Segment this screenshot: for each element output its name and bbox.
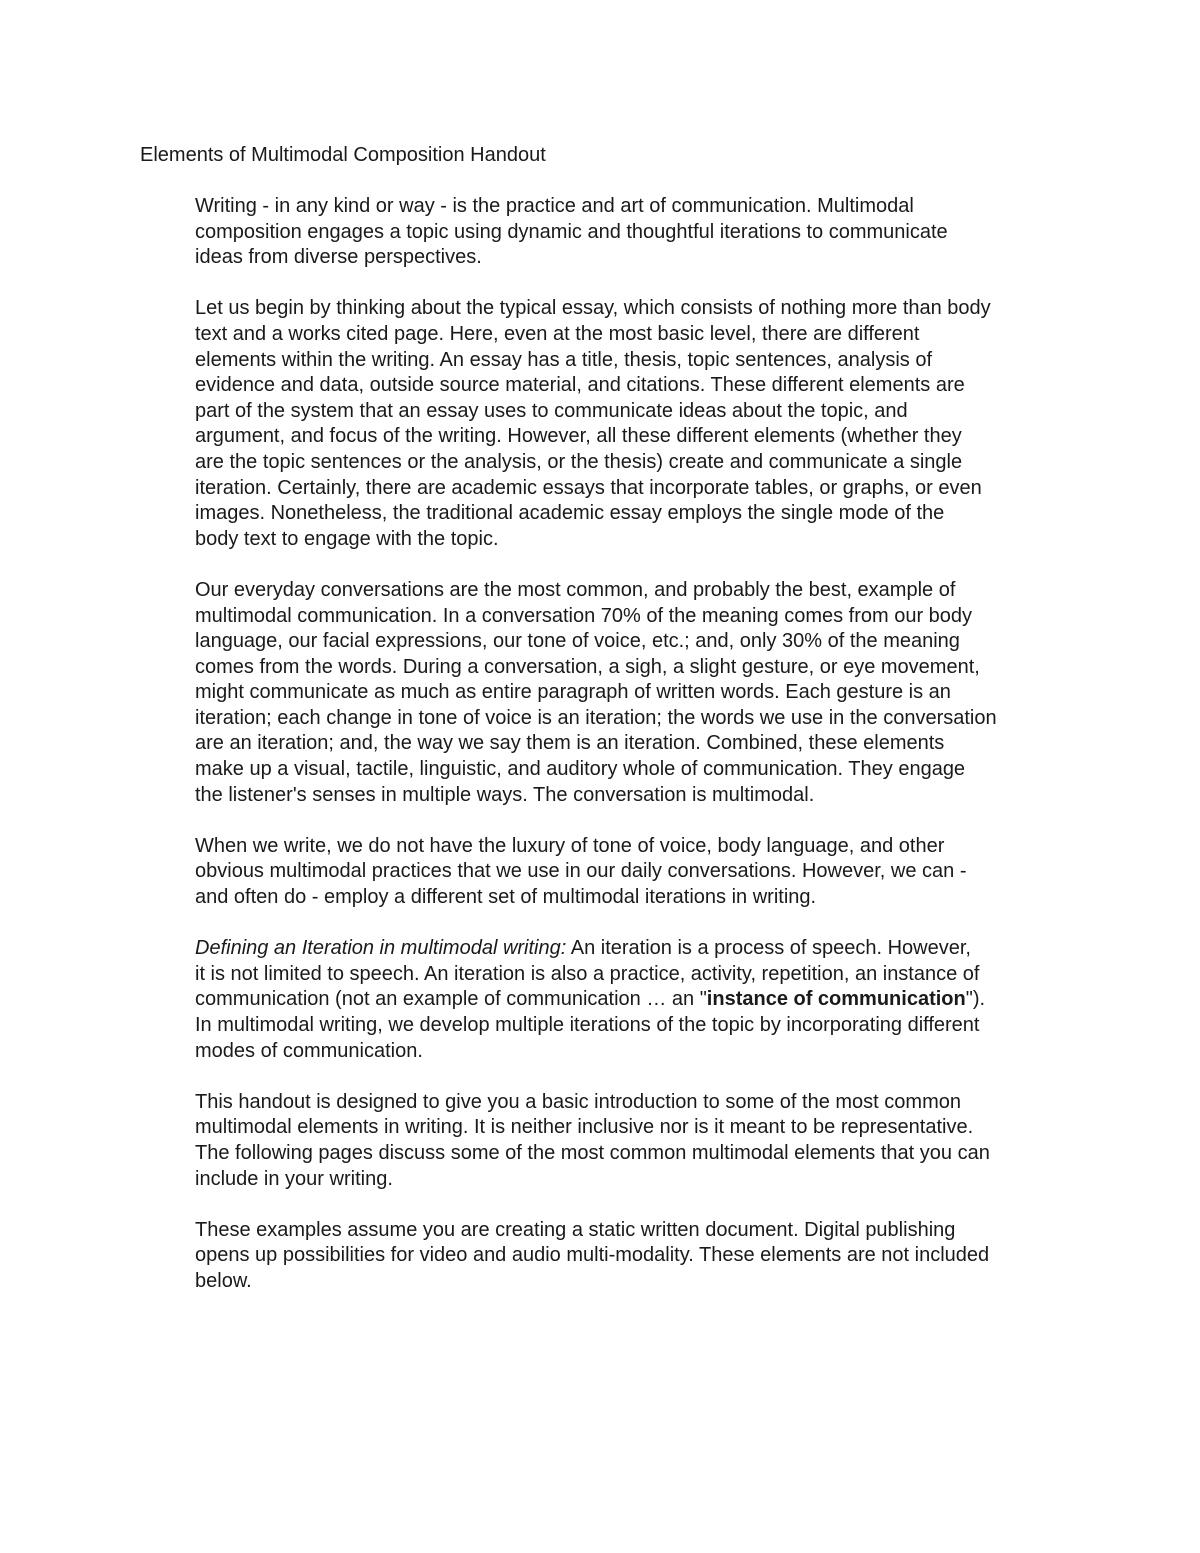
text-line: When we write, we do not have the luxury of tone of voice, body language, and other <box>195 834 945 857</box>
text-line: body text to engage with the topic. <box>195 527 499 550</box>
text-line: argument, and focus of the writing. However, all these different elements (whether they <box>195 425 962 448</box>
text-line: ideas from diverse perspectives. <box>195 246 482 269</box>
text-line: evidence and data, outside source material, and citations. These different elements are <box>195 374 965 397</box>
text-line: and often do - employ a different set of multimodal iterations in writing. <box>195 886 817 909</box>
text-line: modes of communication. <box>195 1039 423 1062</box>
paragraph-typical-essay <box>195 296 1065 552</box>
text-line: are an iteration; and, the way we say them is an iteration. Combined, these elements <box>195 732 945 755</box>
text-line: Writing - in any kind or way - is the practice and art of communication. Multimodal <box>195 195 914 217</box>
text-line: composition engages a topic using dynamic and thoughtful iterations to communicate <box>195 220 948 243</box>
text-line: are the topic sentences or the analysis, or the thesis) create and communicate a single <box>195 450 963 473</box>
text-run: communication (not an example of communication … an " <box>195 988 707 1011</box>
text-line: multimodal elements in writing. It is neither inclusive nor is it meant to be representative. <box>195 1116 974 1139</box>
paragraph-when-we-write <box>195 834 1065 911</box>
text-line: Our everyday conversations are the most common, and probably the best, example of <box>195 578 956 601</box>
paragraph-conversations <box>195 578 1065 808</box>
document-title: Elements of Multimodal Composition Handout <box>140 144 546 166</box>
text-line: comes from the words. During a conversation, a sigh, a slight gesture, or eye movement, <box>195 655 980 678</box>
text-line: it is not limited to speech. An iteration is also a practice, activity, repetition, an instance of <box>195 962 980 985</box>
text-line: In multimodal writing, we develop multiple iterations of the topic by incorporating different <box>195 1014 980 1036</box>
text-line: The following pages discuss some of the most common multimodal elements that you can <box>195 1141 990 1164</box>
text-line: iteration. Certainly, there are academic essays that incorporate tables, or graphs, or even <box>195 476 982 499</box>
text-line: the listener's senses in multiple ways. The conversation is multimodal. <box>195 783 815 806</box>
text-line: iteration; each change in tone of voice is an iteration; the words we use in the conversation <box>195 706 997 729</box>
defined-term: Defining an Iteration in multimodal writing: <box>195 937 567 960</box>
paragraph-defining-iteration <box>195 936 1065 1064</box>
document-body <box>195 194 1065 1320</box>
text-line: language, our facial expressions, our tone of voice, etc.; and, only 30% of the meaning <box>195 630 960 653</box>
text-run: "). <box>965 988 986 1011</box>
text-line: make up a visual, tactile, linguistic, and auditory whole of communication. They engage <box>195 758 966 781</box>
text-line: include in your writing. <box>195 1167 393 1190</box>
text-line: part of the system that an essay uses to communicate ideas about the topic, and <box>195 399 908 422</box>
paragraph-static-document <box>195 1218 1065 1295</box>
text-line: obvious multimodal practices that we use in our daily conversations. However, we can - <box>195 860 967 883</box>
text-line: elements within the writing. An essay has a title, thesis, topic sentences, analysis of <box>195 348 933 371</box>
paragraph-intro <box>195 194 1065 271</box>
text-line <box>195 936 1065 962</box>
text-line: text and a works cited page. Here, even at the most basic level, there are different <box>195 322 920 345</box>
text-line <box>195 987 1065 1013</box>
emphasized-phrase: instance of communication <box>706 988 966 1011</box>
text-line: might communicate as much as entire paragraph of written words. Each gesture is an <box>195 681 951 704</box>
text-line: multimodal communication. In a conversation 70% of the meaning comes from our body <box>195 604 973 627</box>
text-line: This handout is designed to give you a basic introduction to some of the most common <box>195 1090 961 1113</box>
text-run: An iteration is a process of speech. However, <box>566 937 971 960</box>
text-line: These examples assume you are creating a static written document. Digital publishing <box>195 1218 956 1241</box>
text-line: Let us begin by thinking about the typical essay, which consists of nothing more than body <box>195 297 991 320</box>
paragraph-handout-purpose <box>195 1090 1065 1192</box>
text-line: images. Nonetheless, the traditional academic essay employs the single mode of the <box>195 502 945 525</box>
text-line: below. <box>195 1269 252 1292</box>
text-line: opens up possibilities for video and audio multi-modality. These elements are not included <box>195 1244 990 1267</box>
